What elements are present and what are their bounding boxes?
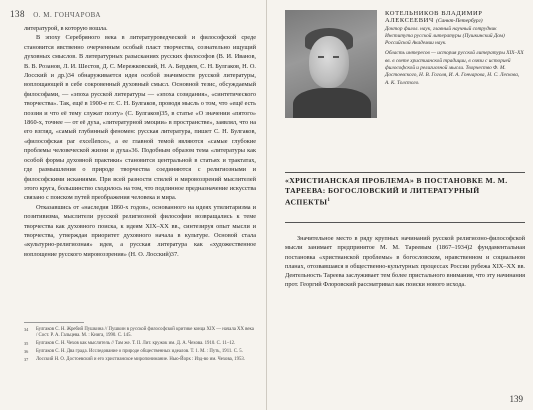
footnote-text: Булгаков С. Н. Чехов как мыслитель // Там же. Т. II. Лит. кружок им. Д. А. Чехова. 1910. С. 11–12.	[36, 341, 236, 347]
article-title	[285, 176, 525, 208]
paragraph: литературой, в которую вошла.	[24, 25, 108, 32]
author-name	[385, 10, 525, 26]
photo-face	[309, 36, 349, 88]
right-page	[267, 0, 533, 410]
footnote-number: 36	[24, 349, 29, 355]
footnote-rule	[24, 322, 84, 323]
left-page	[0, 0, 266, 410]
footnote-text: Булгаков С. Н. Два града. Исследование о природе общественных идеалов. Т. 1. М. : Путь, 1911. С. 5.	[36, 349, 243, 355]
page-number-right: 139	[509, 394, 523, 404]
left-body-text	[24, 24, 256, 259]
footnote-number: 34	[24, 327, 29, 332]
article-title-text: «ХРИСТИАНСКАЯ ПРОБЛЕМА» В ПОСТАНОВКЕ М. М. ТАРЕЕВА: БОГОСЛОВСКИЙ И ЛИТЕРАТУРНЫЙ АСПЕКТЫ	[285, 176, 508, 207]
running-head-author: О. М. ГОНЧАРОВА	[33, 11, 101, 19]
title-rule-bottom	[285, 222, 525, 223]
title-rule-top	[285, 172, 525, 173]
photo-eye	[318, 56, 324, 58]
footnote-text: Лосский Н. О. Достоевский и его христианское миропонимание. Нью-Йорк : Изд-во им. Чехова, 1953.	[36, 357, 245, 363]
running-head	[10, 9, 101, 19]
footnote-number: 37	[24, 357, 29, 363]
footnote	[24, 327, 256, 340]
footnote	[24, 357, 256, 363]
author-interests: Область интересов — история русской литературы XIX–XX вв. в свете христианской традиции, в связи с историей философской и религиозной мысли. Творчество Ф. М. Достоевского, Н. В. Гоголя, И. А. Гончарова, Н. С. Лескова, А. К. Толстого.	[385, 50, 524, 86]
page-number-left: 138	[10, 9, 25, 19]
footnote-text: Булгаков С. Н. Жребий Пушкина // Пушкин в русской философской критике конца XIX — начала XX века / Сост. Р. А. Гальцева. М. : Книга, 1990. С. 145.	[36, 327, 254, 339]
paragraph: В эпоху Серебряного века в литературоведческой и философской среде становится явственно очерченным особый пласт творчества, сознательно ищущий духовных смыслов. В литературных разысканиях русских философов (В. И. Иванов, В. В. Розанов, Л. И. Шестов, Д. С. Мережковский, Н. А. Бердяев, С. Н. Булгаков, Н. О. Лосский и др.)34 обнаруживается идея особой значимости русской литературы, воплощающей в себе сокровенный духовный смысл. Основной тезис, обсуждаемый философами, — «эпоха русской литературы — «эпоха созидания», «синтетического творчества». Так, ещё в 1900-е гг. С. Н. Булгаков, проводя мысль о том, что «ещё есть поэзия и что её тему служат поэту» (С. Булгаков)35, в статье «О значении «пятого» 1860-х, точнее — от её духа, «литературной эмоции» в пространстве», заявлял, что на его взгляд, «самый глубинный феномен: русская литература, пишет С. Н. Булгаков, «философская par excellence», а ее главной темой являются «самые глубокие проблемы человеческой жизни и духа»36. Подобным образом тема «литературы как особой формы духовной практики» становится центральной в статьях и трактатах, где размышления о природе творчества соединяются с религиозными и философскими исканиями. При всей разности стилей и мировоззрений мыслителей этого круга, большинство сходилось на том, что подлинное предназначение искусства связано с поиском путей преображения человека и мира.	[24, 34, 256, 202]
photo-shoulders	[293, 88, 371, 118]
photo-eye	[333, 56, 339, 58]
paragraph: Значительное место в ряду крупных начинаний русской религиозно-философской мысли занимает предпринятое М. М. Тареевым (1867–1934)2 фундаментальная постановка «христианской проблемы» в богословском, нравственном и социальном планах, отозвавшаяся в общественно-культурных процессах России рубежа XIX–XX вв. Деятельность Тареева заслуживает тем более пристального внимания, что эту начинания прот. Георгий Флоровский рассматривал как поиски нового исхода.	[285, 235, 525, 289]
author-city: (Санкт-Петербург)	[436, 18, 483, 25]
author-name-text: КОТЕЛЬНИКОВ ВЛАДИМИР АЛЕКСЕЕВИЧ	[385, 10, 483, 25]
author-photo	[285, 10, 377, 118]
author-bio	[385, 10, 525, 87]
title-footnote-marker: 1	[327, 198, 331, 203]
footnotes	[24, 327, 256, 365]
footnote-number: 35	[24, 341, 29, 347]
footnote	[24, 341, 256, 347]
right-body-text	[285, 234, 525, 290]
paragraph: Отказавшись от «наследия 1860-х годов», основанного на идеях утилитаризма и позитивизма, мыслители русской религиозной философии возвращались к теме творчества как духовного поиска, к идеям XIX–XX вв., синтезируя опыт мысли и творчества, утверждая приоритет духовного начала в культуре. Основой стала «культурно-религиозная» идея, а русская литература как «художественное воплощение русского мировоззрения» (Н. О. Лосский)37.	[24, 203, 256, 258]
footnote	[24, 349, 256, 355]
author-credentials: Доктор филол. наук, главный научный сотрудник Института русской литературы (Пушкинский Дом) Российской Академии наук.	[385, 25, 505, 47]
